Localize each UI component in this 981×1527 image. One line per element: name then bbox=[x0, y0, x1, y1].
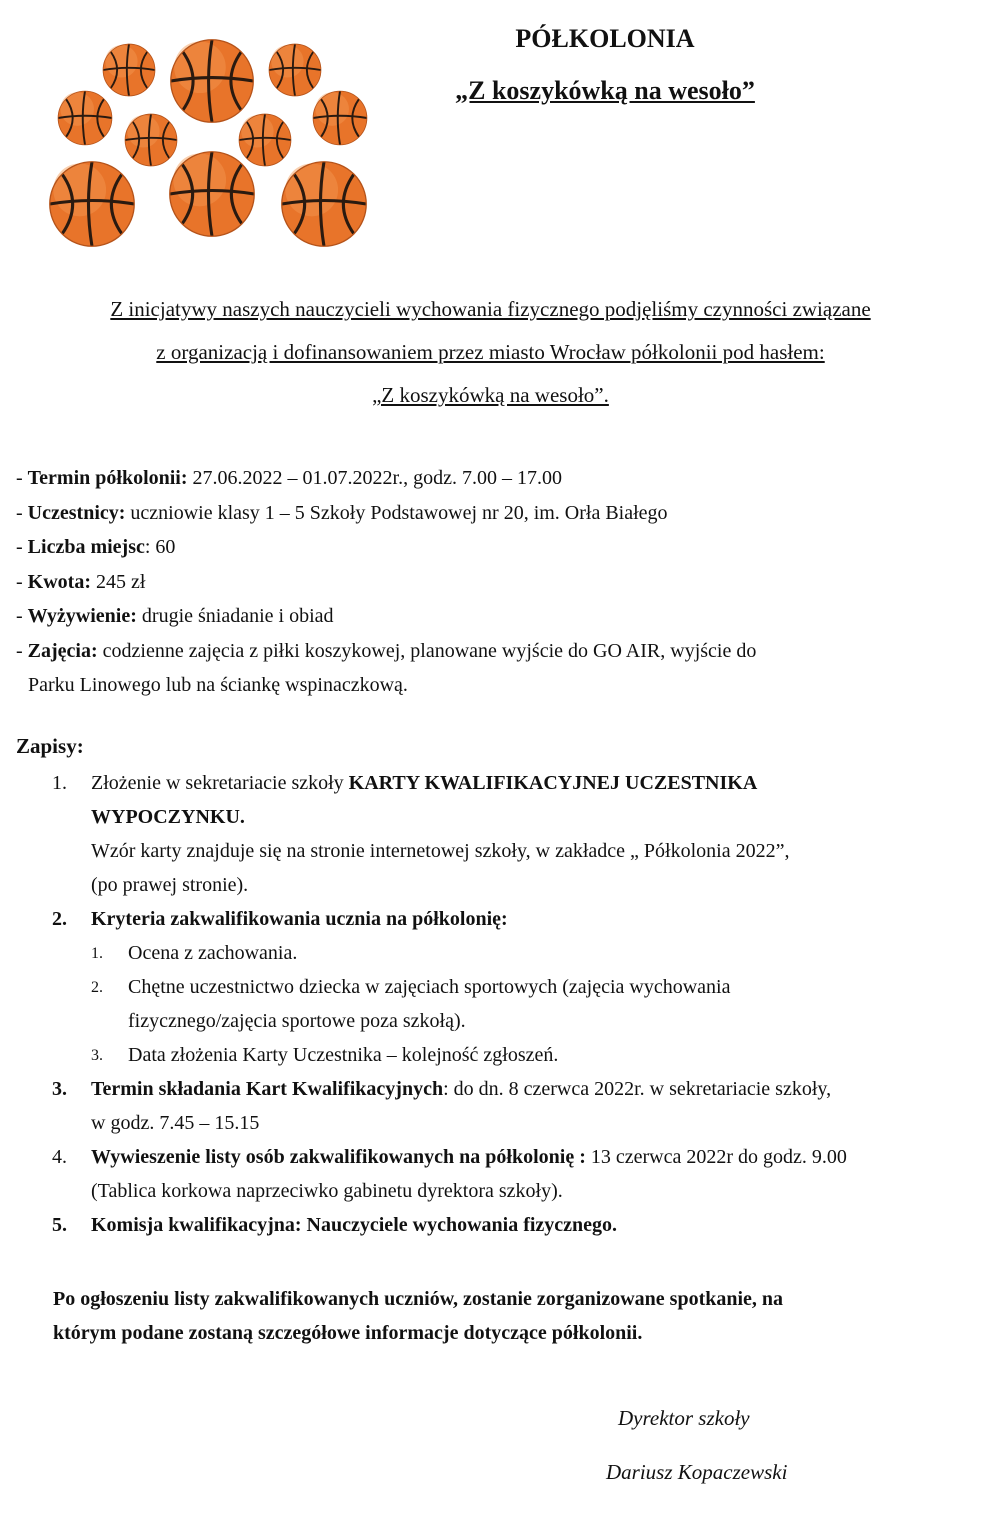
sub-list-item: 1. Ocena z zachowania. bbox=[91, 942, 298, 964]
basketball-icon bbox=[103, 44, 155, 96]
list-item: 3. Termin składania Kart Kwalifikacyjnych: do dn. 8 czerwca 2022r. w sekretariacie szkoły, w godz. 7.45 – 15.15 bbox=[52, 1078, 832, 1134]
signature-name: Dariusz Kopaczewski bbox=[606, 1460, 788, 1484]
signature-role: Dyrektor szkoły bbox=[618, 1406, 750, 1430]
basketball-icon bbox=[239, 114, 291, 166]
basketball-icon bbox=[171, 40, 254, 123]
sub-list-item: 3. Data złożenia Karty Uczestnika – kolejność zgłoszeń. bbox=[91, 1044, 559, 1066]
list-item: 2. Kryteria zakwalifikowania ucznia na półkolonię: bbox=[52, 908, 508, 930]
basketball-icon bbox=[282, 162, 366, 246]
info-item-uczestnicy: - Uczestnicy: uczniowie klasy 1 – 5 Szkoły Podstawowej nr 20, im. Orła Białego bbox=[16, 501, 668, 524]
intro-line: z organizacją i dofinansowaniem przez miasto Wrocław półkolonii pod hasłem: bbox=[156, 340, 825, 364]
list-item: 1. Złożenie w sekretariacie szkoły KARTY KWALIFIKACYJNEJ UCZESTNIKA WYPOCZYNKU. Wzór karty znajduje się na stronie internetowej szkoły, w zakładce „ Półkolonia 2022”, (po prawej stronie). bbox=[52, 772, 790, 896]
intro-line: Z inicjatywy naszych nauczycieli wychowania fizycznego podjęliśmy czynności związane bbox=[110, 297, 871, 321]
info-item-zajecia-cont: Parku Linowego lub na ściankę wspinaczkową. bbox=[28, 674, 408, 696]
info-item-zajecia: - Zajęcia: codzienne zajęcia z piłki koszykowej, planowane wyjście do GO AIR, wyjście do bbox=[16, 639, 757, 662]
page-title: PÓŁKOLONIA bbox=[515, 24, 695, 53]
info-item-wyzywienie: - Wyżywienie: drugie śniadanie i obiad bbox=[16, 605, 334, 627]
basketball-icon bbox=[269, 44, 321, 96]
info-item-kwota: - Kwota: 245 zł bbox=[16, 570, 146, 593]
list-item: 4. Wywieszenie listy osób zakwalifikowanych na półkolonię : 13 czerwca 2022r do godz. 9.00 (Tablica korkowa naprzeciwko gabinetu dyrektora szkoły). bbox=[52, 1146, 847, 1202]
sub-list-item: 2. Chętne uczestnictwo dziecka w zajęciach sportowych (zajęcia wychowania fizycznego/zajęcia sportowe poza szkołą). bbox=[91, 976, 731, 1032]
basketball-icon bbox=[170, 152, 254, 236]
info-item-termin: - Termin półkolonii: 27.06.2022 – 01.07.2022r., godz. 7.00 – 17.00 bbox=[16, 467, 562, 489]
basketball-icon bbox=[125, 114, 177, 166]
intro-line: „Z koszykówką na wesoło”. bbox=[372, 383, 609, 407]
zapisy-heading: Zapisy: bbox=[16, 734, 84, 758]
closing-paragraph: Po ogłoszeniu listy zakwalifikowanych uczniów, zostanie zorganizowane spotkanie, na którym podane zostaną szczegółowe informacje dotyczące półkolonii. bbox=[53, 1288, 784, 1344]
basketballs-image bbox=[40, 30, 390, 260]
page-subtitle: „Z koszykówką na wesoło” bbox=[455, 76, 755, 105]
info-list bbox=[16, 461, 956, 703]
basketball-icon bbox=[313, 91, 367, 145]
zapisy-list bbox=[16, 766, 966, 1242]
basketball-icon bbox=[58, 91, 112, 145]
intro-paragraph bbox=[0, 288, 981, 417]
basketball-icon bbox=[50, 162, 134, 246]
info-item-liczba: - Liczba miejsc: 60 bbox=[16, 536, 176, 558]
list-item: 5. Komisja kwalifikacyjna: Nauczyciele wychowania fizycznego. bbox=[52, 1214, 618, 1236]
